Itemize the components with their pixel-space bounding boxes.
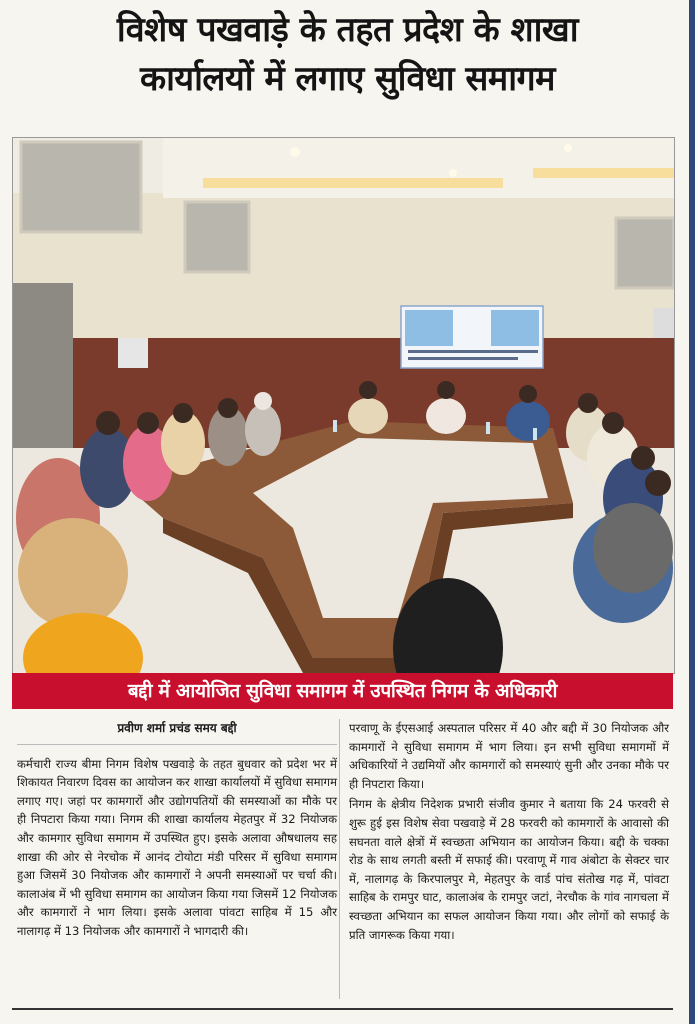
column-divider xyxy=(339,719,340,999)
headline-line-2: कार्यालयों में लगाए सुविधा समागम xyxy=(139,59,555,99)
news-photo xyxy=(12,137,675,674)
page-edge-strip xyxy=(689,0,695,1024)
article-paragraph: निगम के क्षेत्रीय निदेशक प्रभारी संजीव कुमार ने बताया कि 24 फरवरी से शुरू हुई इस विशेष सेवा पखवाड़े में 28 फरवरी को कामगारों के आवासो की सघनता वाले क्षेत्रों में स्वच्छता अभियान का आयोजन किया। बद्दी के चक्का रोड के साथ लगती बस्ती में सफाई की। परवाणू में गाव अंबोटा के सेक्टर चार में, नालागढ़ के किरपालपुर मे, मेहतपुर के वार्ड पांच संतोख गढ़ में, पांवटा साहिब के रामपुर घाट, कालाअंब के रामपुर जटां, नेरचौक के गांव नागचला में स्वच्छता अभियान का सफल आयोजन किया गया। और लोगों को सफाई के प्रति जागरूक किया गया। xyxy=(349,797,669,942)
headline xyxy=(10,6,685,104)
photo-caption: बद्दी में आयोजित सुविधा समागम में उपस्थित निगम के अधिकारी xyxy=(12,673,673,709)
byline: प्रवीण शर्मा प्रचंड समय बद्दी xyxy=(17,719,337,745)
article-paragraph: कर्मचारी राज्य बीमा निगम विशेष पखवाड़े के तहत बुधवार को प्रदेश भर में शिकायत निवारण दिवस का आयोजन कर शाखा कार्यालयों में सुविधा समागम लगाए गए। जहां पर कामगारों और उद्योगपतियों की समस्याओं का मौके पर ही निपटारा किया गया। निगम की शाखा कार्यालय मेहतपुर में 32 नियोजक और कामगार सुविधा समागम में उपस्थित हुए। इसके अलावा औषधालय सह शाखा की ओर से नेरचोक में आनंद टोयोटा मंडी परिसर में सुविधा समागम हुआ जिसमें 30 नियोजक और कामगारों ने अपनी समस्याओं पर चर्चा की। कालाअंब में भी सुविधा समागम का आयोजन किया गया जिसमें 12 नियोजक और कामगारों ने भाग लिया। इसके अलावा पांवटा साहिब में 15 और नालागढ़ में 13 नियोजक और कामगारों ने भागदारी की। xyxy=(17,756,337,938)
article-column-left xyxy=(17,719,337,943)
article-paragraph: परवाणू के ईएसआई अस्पताल परिसर में 40 और बद्दी में 30 नियोजक और कामगारों ने सुविधा समागम में भाग लिया। इन सभी सुविधा समागमों में अधिकारियों ने उद्यमियों और कामगारों को समस्याएं सुनी और उनका मौके पर ही निपटारा किया। xyxy=(349,721,669,791)
article-column-right xyxy=(349,719,669,946)
headline-line-1: विशेष पखवाड़े के तहत प्रदेश के शाखा xyxy=(116,10,579,50)
bottom-rule xyxy=(12,1008,673,1010)
